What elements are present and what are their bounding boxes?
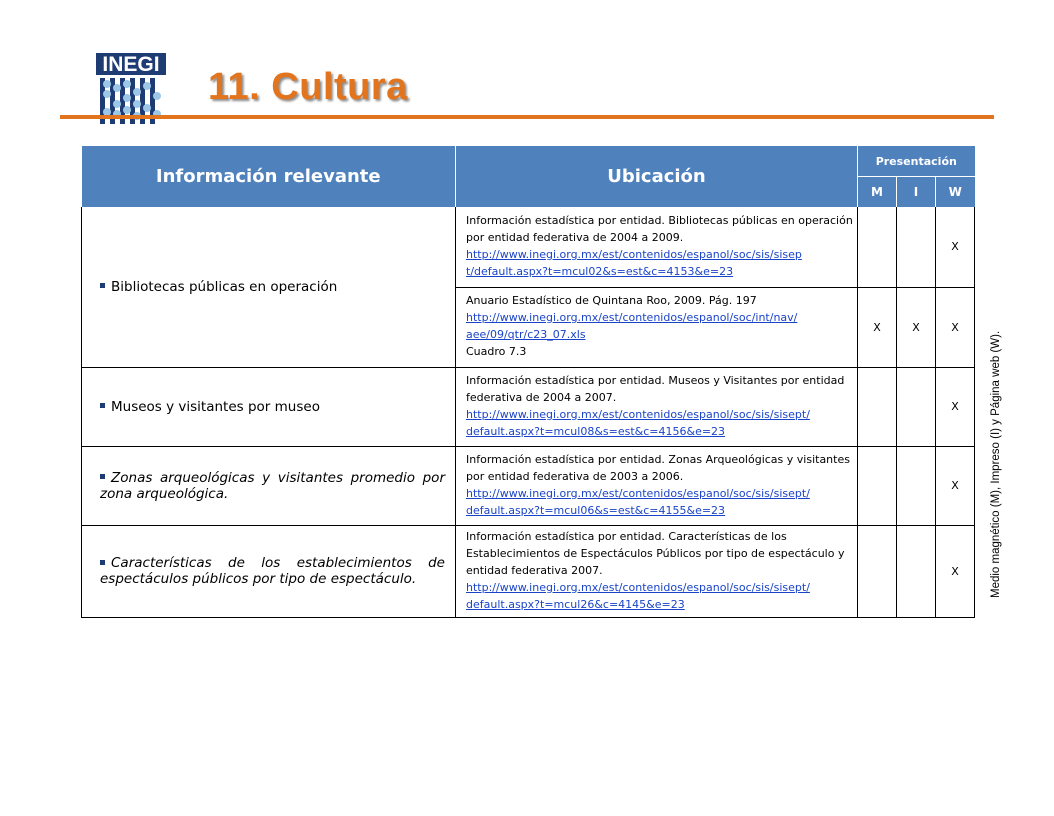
table-row [82,207,975,287]
location-text: Información estadística por entidad. Características de los Establecimientos de Espectáculos Públicos por tipo de espectáculo y entidad federativa 2007. [466,529,845,577]
info-cell [82,367,456,446]
mark-w: X [936,287,975,367]
location-text: Anuario Estadístico de Quintana Roo, 2009. Pág. 197 [466,294,757,307]
header-m: M [858,177,897,208]
bullet-icon [100,283,105,288]
title-underline [60,115,994,119]
mark-w: X [936,525,975,617]
cultura-table [81,146,975,618]
location-cell [456,207,858,287]
source-link[interactable]: http://www.inegi.org.mx/est/contenidos/espanol/soc/int/nav/ aee/09/qtr/c23_07.xls [466,311,798,341]
mark-m: X [858,287,897,367]
table-row [82,525,975,617]
location-cell [456,525,858,617]
mark-i [897,207,936,287]
info-text: Características de los establecimientos de espectáculos públicos por tipo de espectáculo. [100,555,445,587]
location-cell [456,287,858,367]
header-i: I [897,177,936,208]
mark-i: X [897,287,936,367]
source-link[interactable]: http://www.inegi.org.mx/est/contenidos/espanol/soc/sis/sisept/ default.aspx?t=mcul08&s=est&c=4156&e=23 [466,407,810,438]
page-title: 11. Cultura [208,66,408,108]
location-extra: Cuadro 7.3 [466,345,527,358]
header-informacion: Información relevante [82,146,456,207]
location-cell [456,367,858,446]
source-link[interactable]: http://www.inegi.org.mx/est/contenidos/espanol/soc/sis/sisep t/default.aspx?t=mcul02&s=est&c=4153&e=23 [466,247,802,278]
mark-w: X [936,446,975,525]
header-ubicacion: Ubicación [456,146,858,207]
bullet-icon [100,474,105,479]
info-text: Zonas arqueológicas y visitantes promedio por zona arqueológica. [100,469,445,502]
info-cell [82,525,456,617]
table-row [82,446,975,525]
location-text: Información estadística por entidad. Bibliotecas públicas en operación por entidad federativa de 2004 a 2009. [466,213,853,244]
mark-w: X [936,367,975,446]
table-row [82,367,975,446]
header-presentacion: Presentación [858,146,975,177]
bullet-icon [100,403,105,408]
svg-text:INEGI: INEGI [102,53,160,76]
info-text: Museos y visitantes por museo [111,398,320,415]
bullet-icon [100,560,105,565]
source-link[interactable]: http://www.inegi.org.mx/est/contenidos/espanol/soc/sis/sisept/ default.aspx?t=mcul06&s=est&c=4155&e=23 [466,486,810,517]
mark-m [858,446,897,525]
mark-i [897,367,936,446]
info-text: Bibliotecas públicas en operación [111,278,338,295]
info-cell [82,207,456,367]
mark-i [897,525,936,617]
info-cell [82,446,456,525]
mark-m [858,367,897,446]
location-text: Información estadística por entidad. Zonas Arqueológicas y visitantes por entidad federativa de 2003 a 2006. [466,452,850,483]
mark-w: X [936,207,975,287]
mark-i [897,446,936,525]
location-text: Información estadística por entidad. Museos y Visitantes por entidad federativa de 2004 a 2007. [466,373,845,404]
mark-m [858,525,897,617]
location-cell [456,446,858,525]
header-w: W [936,177,975,208]
mark-m [858,207,897,287]
presentation-legend: Medio magnético (M), Impreso (I) y Página web (W). [990,330,1002,598]
source-link[interactable]: http://www.inegi.org.mx/est/contenidos/espanol/soc/sis/sisept/ default.aspx?t=mcul26&c=4145&e=23 [466,580,810,611]
